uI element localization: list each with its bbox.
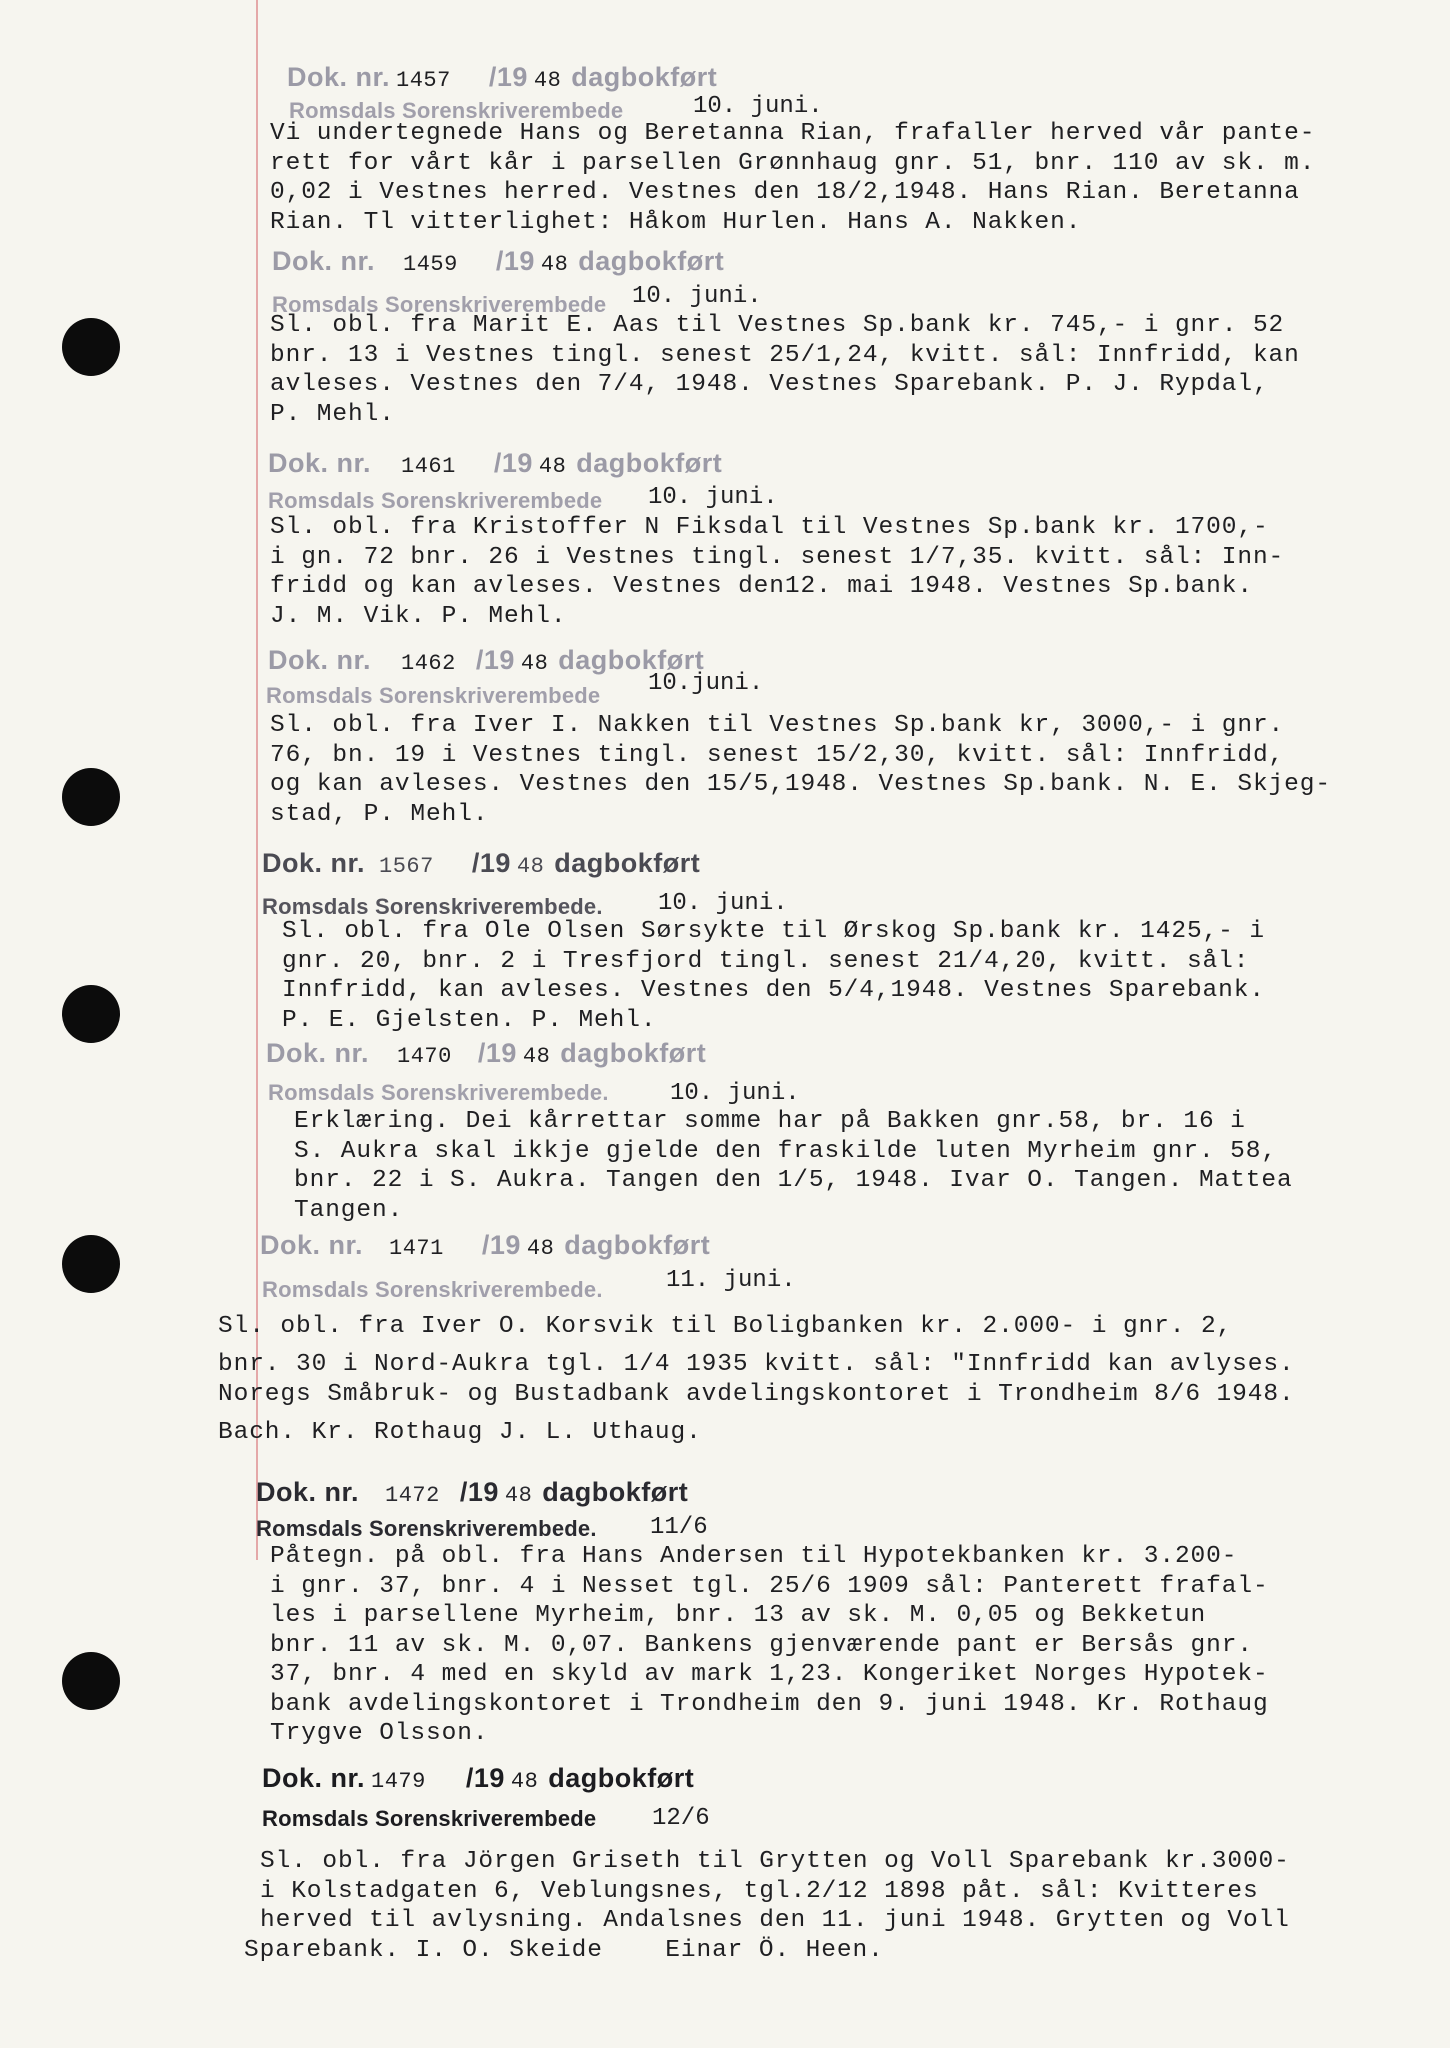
text-line: 0,02 i Vestnes herred. Vestnes den 18/2,1948. Hans Rian. Beretanna [270, 179, 1300, 206]
text-line: i gnr. 37, bnr. 4 i Nesset tgl. 25/6 1909 sål: Panterett frafal- [270, 1572, 1269, 1600]
year-label: /19 [471, 848, 511, 878]
stamp-suffix: dagbokført [564, 1230, 711, 1260]
court-office: Romsdals Sorenskriverembede [266, 683, 601, 708]
court-office: Romsdals Sorenskriverembede. [268, 1080, 609, 1105]
entry-text [270, 1542, 1269, 1749]
text-line: J. M. Vik. P. Mehl. [270, 602, 567, 630]
text-line: i Kolstadgaten 6, Veblungsnes, tgl.2/12 1898 påt. sål: Kvitteres [260, 1877, 1259, 1905]
year-label: /19 [495, 246, 535, 276]
document-number: 1462 [401, 651, 456, 676]
text-line: 76, bn. 19 i Vestnes tingl. senest 15/2,30, kvitt. sål: Innfridd, [270, 741, 1285, 769]
punch-hole [62, 985, 120, 1043]
text-line: bnr. 22 i S. Aukra. Tangen den 1/5, 1948. Ivar O. Tangen. Mattea [294, 1167, 1293, 1194]
text-line: bank avdelingskontoret i Trondheim den 9. juni 1948. Kr. Rothaug [270, 1690, 1269, 1718]
year-suffix: 48 [504, 1483, 533, 1508]
stamp-prefix: Dok. nr. [268, 448, 372, 478]
court-office: Romsdals Sorenskriverembede. [256, 1516, 597, 1541]
punch-hole [62, 768, 120, 826]
stamp-suffix: dagbokført [548, 1763, 695, 1793]
text-line: P. Mehl. [270, 400, 395, 428]
year-suffix: 48 [522, 1044, 551, 1069]
document-number: 1471 [389, 1236, 444, 1261]
year-label: /19 [477, 1038, 517, 1068]
registration-stamp [266, 1038, 706, 1069]
year-label: /19 [488, 62, 528, 92]
text-line: Bach. Kr. Rothaug J. L. Uthaug. [218, 1419, 702, 1446]
text-line: Trygve Olsson. [270, 1720, 489, 1747]
stamp-prefix: Dok. nr. [262, 848, 366, 878]
entry-text [294, 1107, 1293, 1225]
text-line: bnr. 30 i Nord-Aukra tgl. 1/4 1935 kvitt. sål: "Innfridd kan avlyses. [218, 1351, 1295, 1378]
registration-stamp [287, 62, 717, 93]
year-label: /19 [465, 1763, 505, 1793]
year-suffix: 48 [520, 651, 549, 676]
court-office: Romsdals Sorenskriverembede. [262, 894, 603, 919]
entry-text [282, 917, 1265, 1035]
document-number: 1459 [403, 252, 458, 277]
stamp-suffix: dagbokført [576, 448, 723, 478]
punch-hole [62, 1652, 120, 1710]
document-number: 1470 [397, 1044, 452, 1069]
text-line: fridd og kan avleses. Vestnes den12. mai 1948. Vestnes Sp.bank. [270, 573, 1253, 600]
stamp-suffix: dagbokført [560, 1038, 707, 1068]
entry-text [270, 311, 1300, 429]
entry-date: 12/6 [652, 1805, 710, 1832]
text-line: Sl. obl. fra Iver I. Nakken til Vestnes Sp.bank kr, 3000,- i gnr. [270, 712, 1285, 739]
stamp-suffix: dagbokført [558, 645, 705, 675]
text-line: Sparebank. I. O. Skeide Einar Ö. Heen. [244, 1936, 884, 1964]
court-office: Romsdals Sorenskriverembede. [262, 1277, 603, 1302]
year-suffix: 48 [538, 454, 567, 479]
court-office: Romsdals Sorenskriverembede [268, 488, 603, 513]
text-line: 37, bnr. 4 med en skyld av mark 1,23. Kongeriket Norges Hypotek- [270, 1661, 1269, 1688]
document-number: 1567 [379, 854, 434, 879]
entry-date: 10. juni. [658, 890, 788, 917]
stamp-suffix: dagbokført [578, 246, 725, 276]
text-line: S. Aukra skal ikkje gjelde den fraskilde luten Myrheim gnr. 58, [294, 1137, 1277, 1165]
entry-date: 10. juni. [648, 484, 778, 511]
punch-hole [62, 318, 120, 376]
stamp-prefix: Dok. nr. [268, 645, 372, 675]
year-suffix: 48 [510, 1769, 539, 1794]
registration-stamp [268, 448, 722, 479]
text-line: i gn. 72 bnr. 26 i Vestnes tingl. senest 1/7,35. kvitt. sål: Inn- [270, 543, 1285, 571]
document-number: 1472 [385, 1483, 440, 1508]
text-line: og kan avleses. Vestnes den 15/5,1948. Vestnes Sp.bank. N. E. Skjeg- [270, 771, 1331, 798]
text-line: Sl. obl. fra Iver O. Korsvik til Boligbanken kr. 2.000- i gnr. 2, [218, 1313, 1233, 1340]
stamp-prefix: Dok. nr. [262, 1763, 366, 1793]
year-suffix: 48 [540, 252, 569, 277]
text-line: Sl. obl. fra Marit E. Aas til Vestnes Sp.bank kr. 745,- i gnr. 52 [270, 312, 1285, 339]
entry-text [270, 119, 1315, 237]
entry-date: 10. juni. [632, 283, 762, 310]
text-line: rett for vårt kår i parsellen Grønnhaug gnr. 51, bnr. 110 av sk. m. [270, 149, 1316, 177]
stamp-suffix: dagbokført [554, 848, 701, 878]
year-suffix: 48 [516, 854, 545, 879]
text-line: Vi undertegnede Hans og Beretanna Rian, frafaller herved vår pante- [270, 120, 1316, 147]
year-suffix: 48 [526, 1236, 555, 1261]
registration-stamp [256, 1477, 688, 1508]
punch-hole [62, 1235, 120, 1293]
entry-date: 10. juni. [693, 93, 823, 120]
entry-text [270, 513, 1284, 631]
text-line: Rian. Tl vitterlighet: Håkom Hurlen. Hans A. Nakken. [270, 208, 1082, 236]
court-office: Romsdals Sorenskriverembede [272, 292, 607, 317]
year-label: /19 [493, 448, 533, 478]
entry-date: 10.juni. [648, 670, 764, 697]
text-line: bnr. 13 i Vestnes tingl. senest 25/1,24, kvitt. sål: Innfridd, kan [270, 341, 1300, 369]
document-number: 1457 [396, 68, 451, 93]
registration-stamp [262, 848, 700, 879]
text-line: Sl. obl. fra Jörgen Griseth til Grytten og Voll Sparebank kr.3000- [260, 1848, 1290, 1875]
entry-date: 11. juni. [666, 1267, 796, 1294]
year-label: /19 [475, 645, 515, 675]
text-line: stad, P. Mehl. [270, 800, 489, 828]
text-line: Sl. obl. fra Ole Olsen Sørsykte til Ørskog Sp.bank kr. 1425,- i [282, 918, 1265, 945]
stamp-suffix: dagbokført [571, 62, 718, 92]
registration-stamp [272, 246, 724, 277]
registration-stamp [260, 1230, 710, 1261]
text-line: gnr. 20, bnr. 2 i Tresfjord tingl. senest 21/4,20, kvitt. sål: [282, 947, 1250, 975]
text-line: Erklæring. Dei kårrettar somme har på Bakken gnr.58, br. 16 i [294, 1108, 1246, 1135]
entry-date: 10. juni. [670, 1080, 800, 1107]
year-label: /19 [481, 1230, 521, 1260]
registration-stamp [262, 1763, 694, 1794]
text-line: P. E. Gjelsten. P. Mehl. [282, 1006, 657, 1034]
entry-text [270, 711, 1331, 829]
text-line: Sl. obl. fra Kristoffer N Fiksdal til Vestnes Sp.bank kr. 1700,- [270, 514, 1269, 541]
text-line: avleses. Vestnes den 7/4, 1948. Vestnes Sparebank. P. J. Rypdal, [270, 371, 1269, 398]
text-line: Tangen. [294, 1196, 404, 1224]
text-line: bnr. 11 av sk. M. 0,07. Bankens gjenværende pant er Bersås gnr. [270, 1631, 1253, 1659]
stamp-prefix: Dok. nr. [256, 1477, 360, 1507]
text-line: Noregs Småbruk- og Bustadbank avdelingskontoret i Trondheim 8/6 1948. [218, 1381, 1295, 1408]
court-office: Romsdals Sorenskriverembede [262, 1806, 597, 1831]
text-line: herved til avlysning. Andalsnes den 11. juni 1948. Grytten og Voll [260, 1907, 1290, 1934]
entry-date: 11/6 [650, 1514, 708, 1541]
registration-stamp [268, 645, 704, 676]
stamp-suffix: dagbokført [542, 1477, 689, 1507]
text-line: Innfridd, kan avleses. Vestnes den 5/4,1948. Vestnes Sparebank. [282, 977, 1265, 1004]
year-label: /19 [459, 1477, 499, 1507]
document-number: 1461 [401, 454, 456, 479]
stamp-prefix: Dok. nr. [272, 246, 376, 276]
court-office: Romsdals Sorenskriverembede [289, 98, 624, 123]
text-line: les i parsellene Myrheim, bnr. 13 av sk. M. 0,05 og Bekketun [270, 1602, 1207, 1629]
stamp-prefix: Dok. nr. [266, 1038, 370, 1068]
document-number: 1479 [371, 1769, 426, 1794]
stamp-prefix: Dok. nr. [260, 1230, 364, 1260]
stamp-prefix: Dok. nr. [287, 62, 391, 92]
year-suffix: 48 [533, 68, 562, 93]
entry-text [218, 1308, 1295, 1452]
entry-text [244, 1847, 1290, 1965]
text-line: Påtegn. på obl. fra Hans Andersen til Hypotekbanken kr. 3.200- [270, 1543, 1238, 1570]
